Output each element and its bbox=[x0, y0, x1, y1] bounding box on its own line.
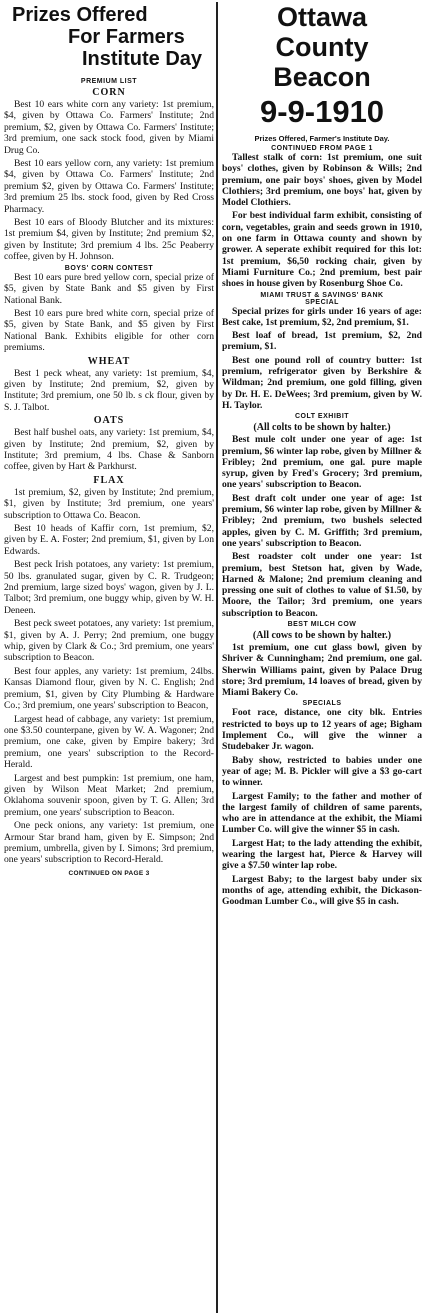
colts-halter-note: (All colts to be shown by halter.) bbox=[253, 422, 391, 434]
paragraph-apples: Best four apples, any variety: 1st premium, 24lbs. Kansas Diamond flour, given by N. C. English; 2nd premium, $1, given by City Plumbing & Hardware Co.; 3rd premium, one years' subscription to Beacon, bbox=[4, 665, 214, 712]
continued-from-page: CONTINUED FROM PAGE 1 bbox=[271, 145, 373, 152]
paragraph-foot-race: Foot race, distance, one city blk. Entries restricted to boys up to 12 years of age; Bigham Implement Co., will give the winner a Studebaker Jr. wagon. bbox=[222, 707, 422, 753]
left-headline bbox=[4, 4, 214, 70]
section-colt-exhibit: COLT EXHIBIT bbox=[294, 413, 350, 421]
paragraph-largest-family: Largest Family; to the father and mother of the largest family of children of same parents, who are in attendance at the exhibit, the Miami Lumber Co. will give the winner $5 in cash. bbox=[222, 790, 422, 836]
paragraph-corn-yellow: Best 10 ears yellow corn, any variety: 1st premium $4, given by Ottawa Co. Farmers' Institute; 2nd premium $2, given by Ottawa Co. Farmers' Institute; 3rd premium 25 lbs. stock food, given by Red Cross Pharmacy. bbox=[4, 158, 214, 215]
article-subtitle: Prizes Offered, Farmer's Institute Day. bbox=[254, 134, 390, 143]
paragraph-baby-show: Baby show, restricted to babies under one year of age; M. B. Pickler will give a $3 go-cart to winner. bbox=[222, 754, 422, 789]
paragraph-girls-prizes: Special prizes for girls under 16 years of age: Best cake, 1st premium, $2, 2nd premium, $1. bbox=[222, 305, 422, 328]
right-column bbox=[222, 0, 422, 1315]
section-special: SPECIAL bbox=[305, 298, 339, 306]
paper-name-line-3: Beacon bbox=[273, 62, 371, 92]
paper-name-line-2: County bbox=[275, 32, 369, 62]
left-column bbox=[4, 0, 214, 1315]
section-best-milch-cow: BEST MILCH COW bbox=[287, 620, 357, 628]
paragraph-bread: Best loaf of bread, 1st premium, $2, 2nd premium, $1. bbox=[222, 330, 422, 353]
section-oats: OATS bbox=[93, 415, 125, 427]
headline-line-1: Prizes Offered bbox=[12, 4, 148, 26]
paragraph-milch-cow: 1st premium, one cut glass bowl, given by Shriver & Cunningham; 2nd premium, one gal. Sherwin Williams paint, given by Palace Drug store; 3rd premium, 14 loaves of bread, given by Miami Bakery Co. bbox=[222, 641, 422, 699]
paragraph-mule-colt: Best mule colt under one year of age: 1st premium, $6 winter lap robe, given by Millner & Fribley; 2nd premium, one gal. pure maple syrup, given by Fred's Grocery; 3rd premium, one years' subscription to Beacon. bbox=[222, 434, 422, 491]
paragraph-roadster-colt: Best roadster colt under one year: 1st premium, best Stetson hat, given by Wade, Harned & Malone; 2nd premium cleaning and pressing one suit of clothes to value of $1.50, by Moore, the Tailor; 3rd premium, one years subscription to Beacon. bbox=[222, 551, 422, 619]
headline-line-3: Institute Day bbox=[82, 48, 203, 70]
paragraph-corn-white: Best 10 ears white corn any variety: 1st premium, $4, given by Ottawa Co. Farmers' Institute; 2nd premium, $2, given by Ottawa Co. Farmers' Institute; 3rd premium, one sack stock food, given by Miami Drug Co. bbox=[4, 99, 214, 156]
paragraph-pumpkin: Largest and best pumpkin: 1st premium, one ham, given by Wilson Meat Market; 2nd premium, Oklahoma souvenir spoon, given by T. G. Allen; 3rd premium, one years' subscription to Beacon. bbox=[4, 772, 214, 818]
column-divider bbox=[216, 2, 218, 1313]
paragraph-oats: Best half bushel oats, any variety: 1st premium, $4, given by Institute; 2nd premium, $2, given by Institute; 3rd premium, 4 lbs. Chase & Sanborn coffee, given by Hart & Parkhurst. bbox=[4, 427, 214, 473]
section-miami-trust: MIAMI TRUST & SAVINGS' BANK bbox=[260, 291, 384, 299]
paragraph-farm-exhibit: For best individual farm exhibit, consisting of corn, vegetables, grain and seeds grown in 1910, on one farm in Ottawa county and shown by grower. A seperate exhibit required for this lot: 1st premium, $6,50 rocking chair, given by Miami Furniture Co.; 2nd premium, best pair shoes in house given by Rosenburg Shoe Co. bbox=[222, 210, 422, 290]
paragraph-wheat: Best 1 peck wheat, any variety: 1st premium, $4, given by Institute; 2nd premium, $2, given by Institute; 3rd premium, one 50 lb. s ck flour, given by S. J. Talbot. bbox=[4, 367, 214, 413]
headline-line-2: For Farmers bbox=[68, 26, 185, 48]
paragraph-boys-yellow: Best 10 ears pure bred yellow corn, special prize of $5, given by State Bank and $5 given by First National Bank. bbox=[4, 271, 214, 306]
paragraph-butter: Best one pound roll of country butter: 1st premium, refrigerator given by Berkshire & Wildman; 2nd premium, one gold filling, given by Dr. H. E. DeWees; 3rd premium, given by W. H. Taylor. bbox=[222, 354, 422, 411]
section-corn: CORN bbox=[92, 87, 126, 98]
cows-halter-note: (All cows to be shown by halter.) bbox=[252, 629, 392, 641]
paragraph-boys-white: Best 10 ears pure bred white corn, special prize of $5, given by State Bank, and $5 given by First National Bank. Exhibits eligible for other corn premiums. bbox=[4, 307, 214, 354]
section-flax: FLAX bbox=[93, 474, 125, 486]
paragraph-corn-stalk: Tallest stalk of corn: 1st premium, one suit boys' clothes, given by Robinson & Wills; 2nd premium, one pair boys' shoes, given by Model Clothiers; 3rd premium, one boys' hat, given by Model Clothiers. bbox=[222, 152, 422, 209]
paragraph-cabbage: Largest head of cabbage, any variety: 1st premium, one $3.50 counterpane, given by W. A. Wagoner; 2nd premium, one cake, given by Empire bakery; 3rd premium, one years' subscription to the Record-Herald. bbox=[4, 713, 214, 771]
paragraph-potatoes: Best peck Irish potatoes, any variety: 1st premium, 50 lbs. granulated sugar, given by C. R. Trudgeon; 2nd premium, large sized boys' wagon, given by J. L. Talbot; 3rd premium, one buggy whip, given by W. H. Deneen. bbox=[4, 559, 214, 616]
continued-on-page: CONTINUED ON PAGE 3 bbox=[68, 869, 150, 877]
section-specials: SPECIALS bbox=[302, 700, 342, 708]
paragraph-largest-hat: Largest Hat; to the lady attending the exhibit, wearing the largest hat, Pierce & Harvey will give a $7.50 winter lap robe. bbox=[222, 837, 422, 872]
paper-date: 9-9-1910 bbox=[259, 94, 385, 129]
paragraph-flax: 1st premium, $2, given by Institute; 2nd premium, $1, given by Institute; 3rd premium, one years' subscription to Ottawa Co. Beacon. bbox=[4, 486, 214, 521]
section-boys-corn: BOYS' CORN CONTEST bbox=[64, 264, 154, 272]
paragraph-corn-blutcher: Best 10 ears of Bloody Blutcher and its mixtures: 1st premium $4, given by Institute; 2nd premium $2, given by Institute; 3rd premium 4 lbs. 25c Peaberry coffee, given by H. Johnson. bbox=[4, 217, 214, 263]
paper-name-line-1: Ottawa bbox=[276, 2, 368, 32]
paper-masthead bbox=[222, 2, 422, 130]
premium-list-label: PREMIUM LIST bbox=[80, 78, 138, 85]
section-wheat: WHEAT bbox=[87, 355, 131, 367]
paragraph-largest-baby: Largest Baby; to the largest baby under six months of age, attending exhibit, the Dickason-Goodman Lumber Co., will give $5 in cash. bbox=[222, 873, 422, 908]
paragraph-draft-colt: Best draft colt under one year of age: 1st premium, $6 winter lap robe, given by Millner & Fribley; 2nd premium, two bushels selected apples, given by C. M. Griffith; 3rd premium, one years' subscription to Beacon. bbox=[222, 492, 422, 549]
paragraph-onions: One peck onions, any variety: 1st premium, one Armour Star brand ham, given by E. Simpson; 2nd premium, umbrella, given by I. Simons; 3rd premium, one years' subscription to Record-Herald. bbox=[4, 820, 214, 866]
paragraph-kaffir: Best 10 heads of Kaffir corn, 1st premium, $2, given by E. A. Foster; 2nd premium, $1, given by Lon Edwards. bbox=[4, 523, 214, 557]
paragraph-sweet-potatoes: Best peck sweet potatoes, any variety: 1st premium, $1, given by A. J. Perry; 2nd premium, one buggy whip, given by Clark & Co.; 3rd premium, one years' subscription to Beacon. bbox=[4, 618, 214, 664]
